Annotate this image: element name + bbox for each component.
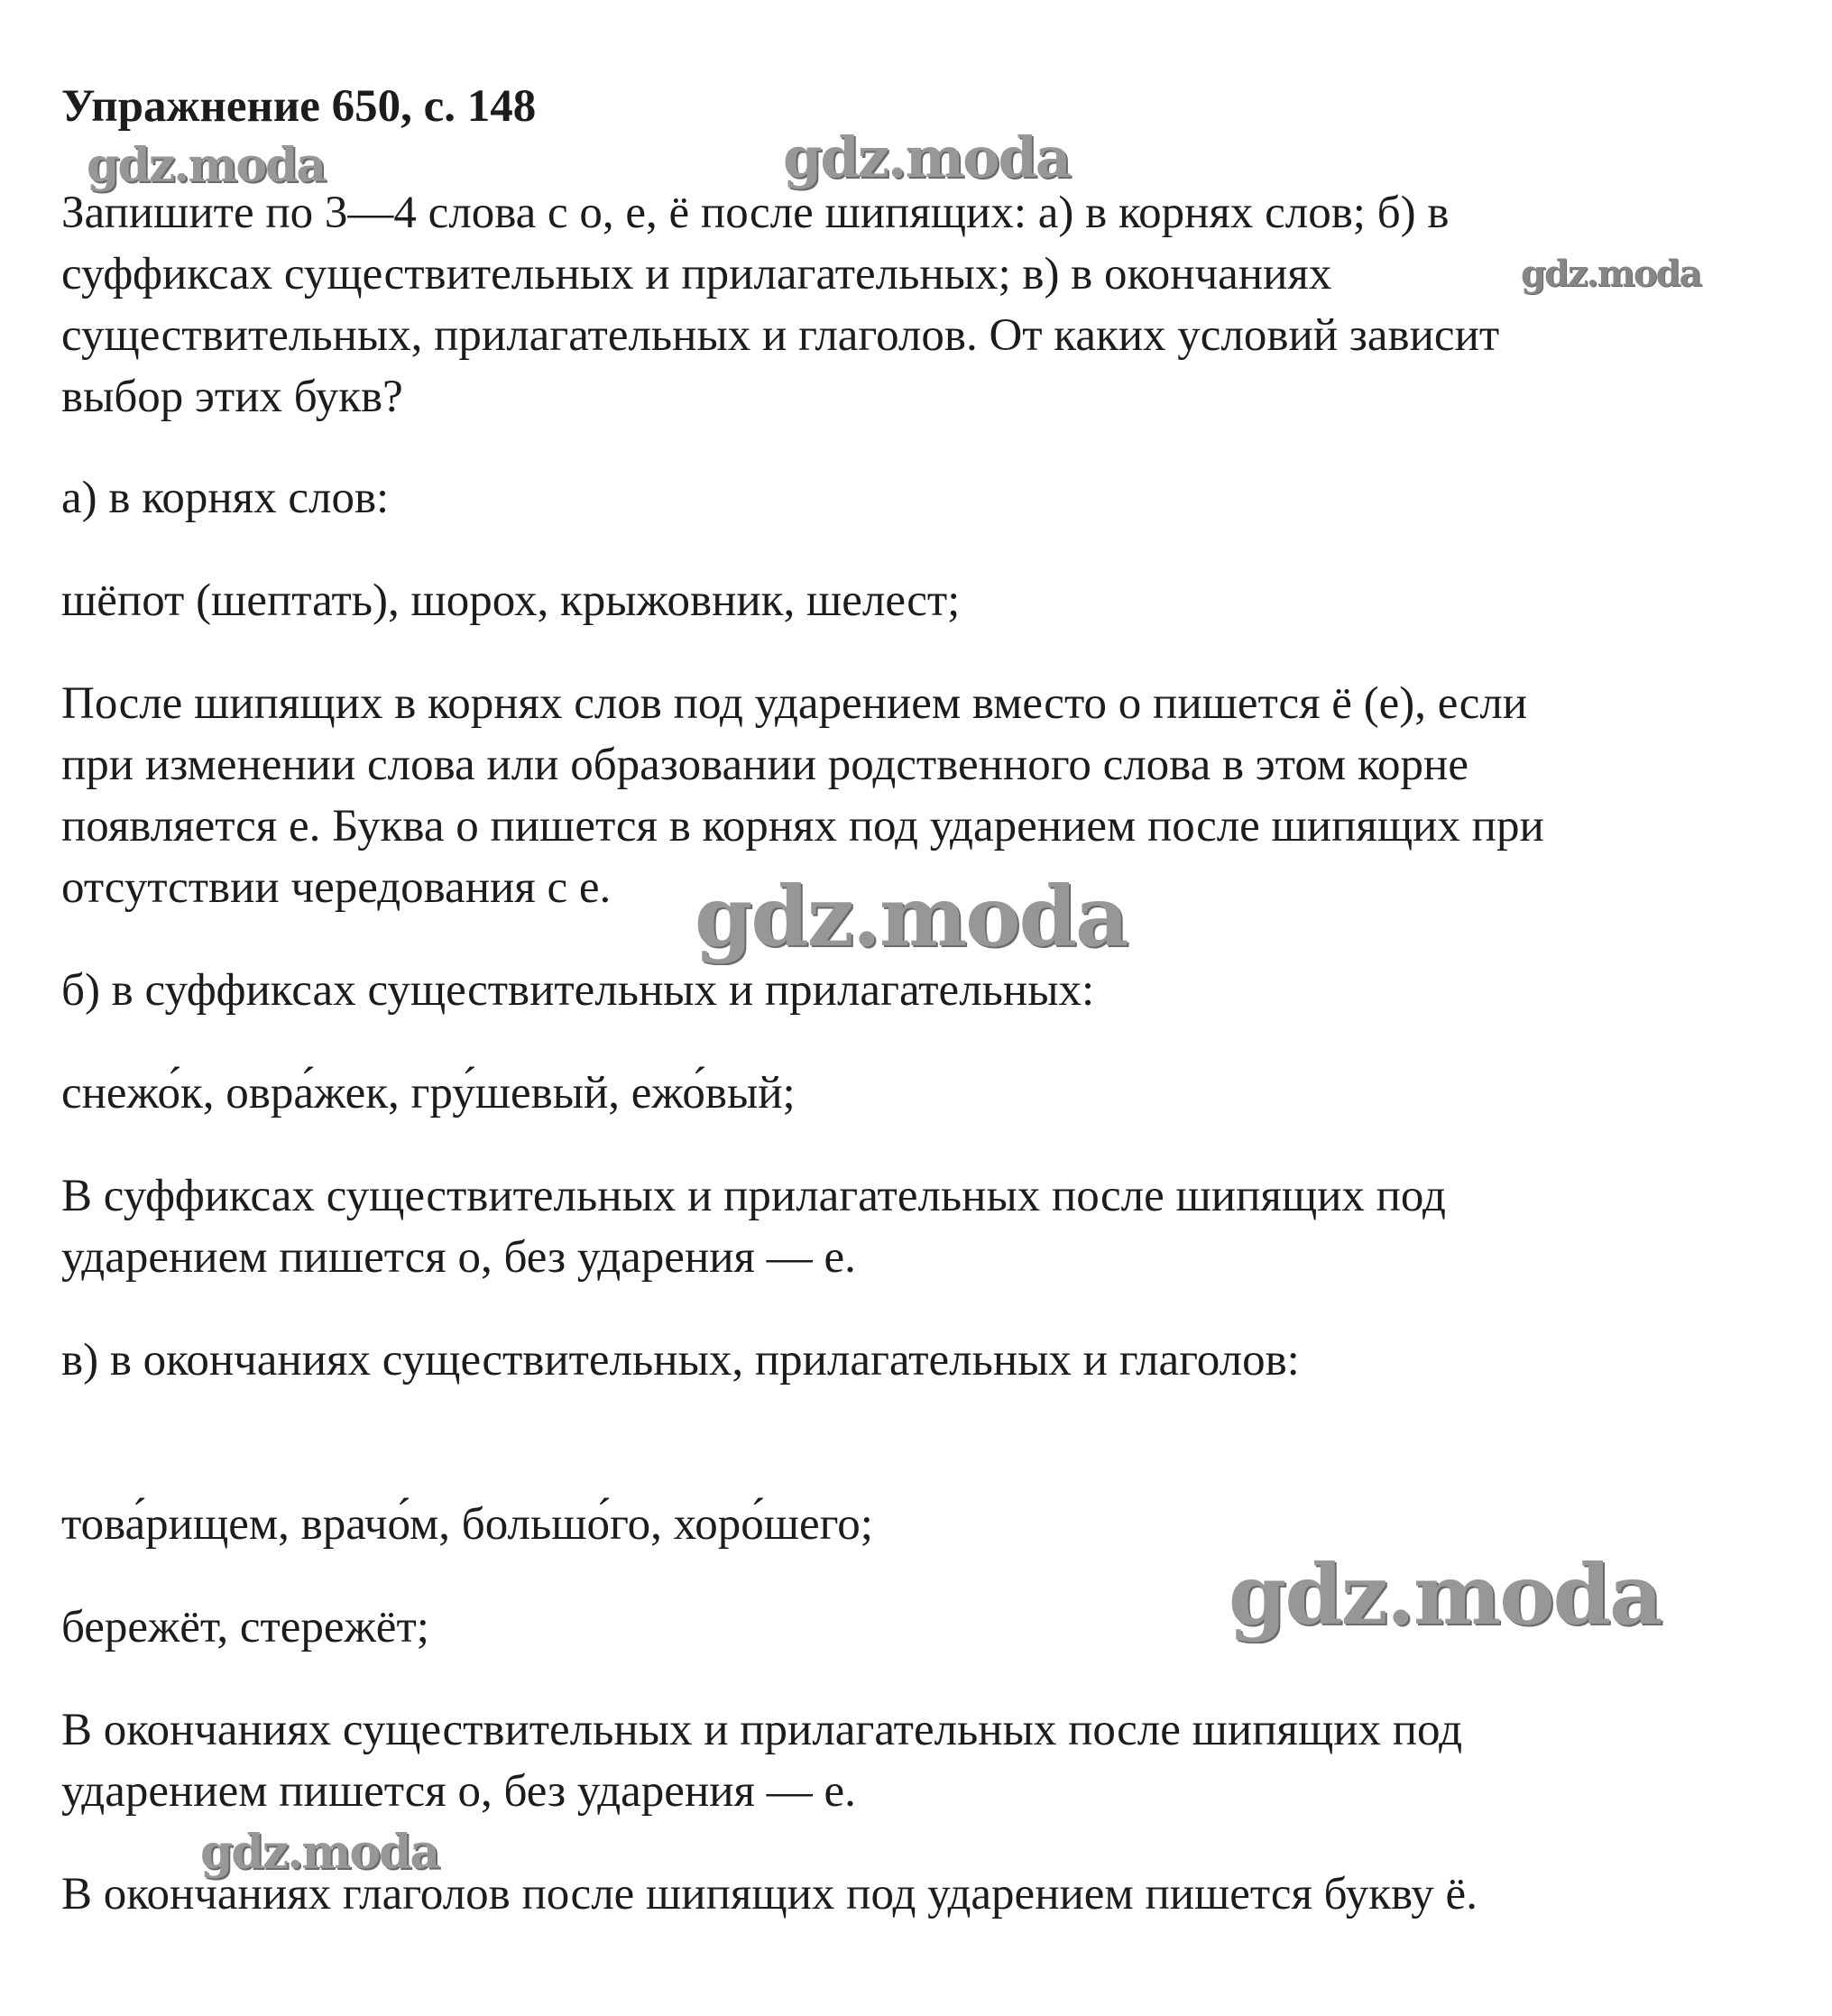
text-line: появляется е. Буква о пишется в корнях под ударением после шипящих при bbox=[61, 801, 1544, 852]
section-c-heading: в) в окончаниях существительных, прилагательных и глаголов: bbox=[61, 1335, 1300, 1385]
watermark: gdz.moda bbox=[695, 868, 1128, 965]
text-line: В окончаниях существительных и прилагательных после шипящих под bbox=[61, 1705, 1463, 1755]
task-text bbox=[61, 182, 1793, 428]
text-line: суффиксах существительных и прилагательных; в) в окончаниях bbox=[61, 249, 1332, 299]
text-line: отсутствии чередования с е. bbox=[61, 862, 612, 913]
watermark: gdz.moda bbox=[1521, 253, 1701, 295]
watermark: gdz.moda bbox=[1229, 1546, 1662, 1643]
section-c-rule-nouns bbox=[61, 1699, 1793, 1822]
watermark: gdz.moda bbox=[87, 138, 326, 193]
text-line: После шипящих в корнях слов под ударением вместо о пишется ё (е), если bbox=[61, 678, 1528, 729]
section-c-examples-verbs: бережёт, стережёт; bbox=[61, 1602, 429, 1652]
watermark: gdz.moda bbox=[783, 124, 1070, 190]
section-b-heading: б) в суффиксах существительных и прилагательных: bbox=[61, 965, 1095, 1016]
text-line: существительных, прилагательных и глаголов. От каких условий зависит bbox=[61, 310, 1500, 361]
text-line: Запишите по 3—4 слова с о, е, ё после шипящих: а) в корнях слов; б) в bbox=[61, 188, 1450, 238]
text-line: при изменении слова или образовании родственного слова в этом корне bbox=[61, 740, 1468, 790]
section-a-heading: а) в корнях слов: bbox=[61, 473, 390, 523]
section-b-examples: снежо́к, овра́жек, гру́шевый, ежо́вый; bbox=[61, 1068, 796, 1118]
text-line: выбор этих букв? bbox=[61, 372, 403, 422]
page-title: Упражнение 650, с. 148 bbox=[61, 81, 537, 132]
watermark: gdz.moda bbox=[200, 1825, 439, 1880]
section-c-rule-verbs: В окончаниях глаголов после шипящих под ударением пишется букву ё. bbox=[61, 1869, 1478, 1919]
section-a-rule bbox=[61, 673, 1793, 918]
section-b-rule bbox=[61, 1165, 1793, 1288]
text-line: В суффиксах существительных и прилагательных после шипящих под bbox=[61, 1171, 1446, 1221]
section-c-examples-nouns: това́рищем, врачо́м, большо́го, хоро́шего; bbox=[61, 1499, 873, 1550]
text-line: ударением пишется о, без ударения — е. bbox=[61, 1766, 856, 1817]
section-a-examples: шёпот (шептать), шорох, крыжовник, шелест; bbox=[61, 575, 961, 626]
text-line: ударением пишется о, без ударения — е. bbox=[61, 1232, 856, 1283]
